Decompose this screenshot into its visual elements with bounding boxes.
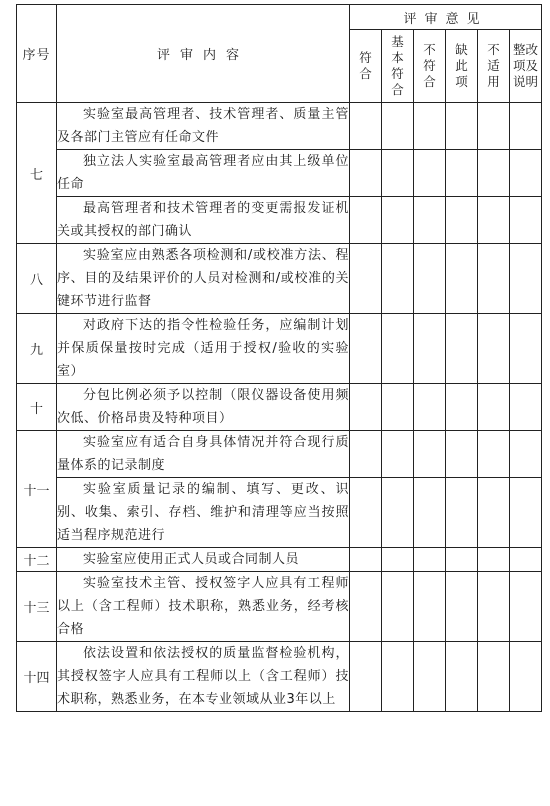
- table-row: [17, 548, 542, 572]
- table-row: [17, 103, 542, 150]
- opinion-cell[interactable]: [350, 548, 382, 572]
- opinion-cell[interactable]: [510, 548, 542, 572]
- header-option-basic-conform: 基本符合: [382, 30, 414, 103]
- opinion-cell[interactable]: [510, 642, 542, 712]
- opinion-cell[interactable]: [414, 548, 446, 572]
- opinion-cell[interactable]: [446, 572, 478, 642]
- opinion-cell[interactable]: [382, 478, 414, 548]
- opinion-cell[interactable]: [350, 642, 382, 712]
- opinion-cell[interactable]: [382, 431, 414, 478]
- opinion-cell[interactable]: [350, 572, 382, 642]
- table-row: [17, 478, 542, 548]
- row-seq-number: 九: [17, 314, 57, 384]
- row-seq-number: 十: [17, 384, 57, 431]
- review-item-content: 最高管理者和技术管理者的变更需报发证机关或其授权的部门确认: [57, 197, 350, 244]
- opinion-cell[interactable]: [478, 642, 510, 712]
- header-content: 评审内容: [57, 5, 350, 103]
- table-row: [17, 572, 542, 642]
- opinion-cell[interactable]: [350, 431, 382, 478]
- table-row: [17, 384, 542, 431]
- row-seq-number: 十二: [17, 548, 57, 572]
- opinion-cell[interactable]: [510, 478, 542, 548]
- opinion-cell[interactable]: [478, 103, 510, 150]
- row-seq-number: 十四: [17, 642, 57, 712]
- row-seq-number: 八: [17, 244, 57, 314]
- table-body: [17, 103, 542, 712]
- opinion-cell[interactable]: [478, 384, 510, 431]
- opinion-cell[interactable]: [350, 150, 382, 197]
- row-seq-number: 十三: [17, 572, 57, 642]
- review-item-content: 实验室质量记录的编制、填写、更改、识别、收集、索引、存档、维护和清理等应当按照适当程序规范进行: [57, 478, 350, 548]
- header-option-conform: 符合: [350, 30, 382, 103]
- table-header: [17, 5, 542, 103]
- opinion-cell[interactable]: [414, 384, 446, 431]
- review-table: [16, 4, 542, 712]
- opinion-cell[interactable]: [446, 314, 478, 384]
- header-option-missing: 缺此项: [446, 30, 478, 103]
- opinion-cell[interactable]: [446, 642, 478, 712]
- opinion-cell[interactable]: [478, 431, 510, 478]
- opinion-cell[interactable]: [382, 642, 414, 712]
- opinion-cell[interactable]: [414, 572, 446, 642]
- opinion-cell[interactable]: [446, 103, 478, 150]
- opinion-cell[interactable]: [510, 572, 542, 642]
- table-row: [17, 244, 542, 314]
- table-row: [17, 314, 542, 384]
- opinion-cell[interactable]: [414, 150, 446, 197]
- opinion-cell[interactable]: [382, 244, 414, 314]
- opinion-cell[interactable]: [510, 103, 542, 150]
- opinion-cell[interactable]: [414, 244, 446, 314]
- review-item-content: 实验室应有适合自身具体情况并符合现行质量体系的记录制度: [57, 431, 350, 478]
- opinion-cell[interactable]: [414, 314, 446, 384]
- opinion-cell[interactable]: [478, 572, 510, 642]
- opinion-cell[interactable]: [446, 478, 478, 548]
- row-seq-number: 七: [17, 103, 57, 244]
- table-row: [17, 642, 542, 712]
- opinion-cell[interactable]: [414, 197, 446, 244]
- opinion-cell[interactable]: [446, 244, 478, 314]
- review-item-content: 对政府下达的指令性检验任务，应编制计划并保质保量按时完成（适用于授权/验收的实验室）: [57, 314, 350, 384]
- opinion-cell[interactable]: [350, 384, 382, 431]
- opinion-cell[interactable]: [446, 197, 478, 244]
- header-opinion: 评审意见: [350, 5, 542, 30]
- opinion-cell[interactable]: [446, 431, 478, 478]
- opinion-cell[interactable]: [414, 431, 446, 478]
- opinion-cell[interactable]: [478, 150, 510, 197]
- opinion-cell[interactable]: [382, 548, 414, 572]
- row-seq-number: 十一: [17, 431, 57, 548]
- header-option-rectification: 整改项及说明: [510, 30, 542, 103]
- header-option-not-applicable: 不适用: [478, 30, 510, 103]
- opinion-cell[interactable]: [478, 548, 510, 572]
- opinion-cell[interactable]: [446, 548, 478, 572]
- opinion-cell[interactable]: [510, 150, 542, 197]
- review-item-content: 分包比例必须予以控制（限仪器设备使用频次低、价格昂贵及特种项目）: [57, 384, 350, 431]
- review-item-content: 独立法人实验室最高管理者应由其上级单位任命: [57, 150, 350, 197]
- opinion-cell[interactable]: [510, 244, 542, 314]
- opinion-cell[interactable]: [478, 314, 510, 384]
- opinion-cell[interactable]: [382, 572, 414, 642]
- opinion-cell[interactable]: [350, 197, 382, 244]
- opinion-cell[interactable]: [446, 384, 478, 431]
- opinion-cell[interactable]: [446, 150, 478, 197]
- review-item-content: 实验室技术主管、授权签字人应具有工程师以上（含工程师）技术职称，熟悉业务，经考核合格: [57, 572, 350, 642]
- opinion-cell[interactable]: [382, 314, 414, 384]
- table-row: [17, 197, 542, 244]
- header-seq: 序号: [17, 5, 57, 103]
- header-option-nonconform: 不符合: [414, 30, 446, 103]
- opinion-cell[interactable]: [350, 314, 382, 384]
- opinion-cell[interactable]: [414, 642, 446, 712]
- opinion-cell[interactable]: [414, 478, 446, 548]
- opinion-cell[interactable]: [414, 103, 446, 150]
- opinion-cell[interactable]: [478, 244, 510, 314]
- table-row: [17, 150, 542, 197]
- opinion-cell[interactable]: [510, 431, 542, 478]
- opinion-cell[interactable]: [510, 384, 542, 431]
- opinion-cell[interactable]: [478, 197, 510, 244]
- review-item-content: 实验室最高管理者、技术管理者、质量主管及各部门主管应有任命文件: [57, 103, 350, 150]
- review-item-content: 依法设置和依法授权的质量监督检验机构，其授权签字人应具有工程师以上（含工程师）技术职称，熟悉业务，在本专业领域从业3年以上: [57, 642, 350, 712]
- opinion-cell[interactable]: [350, 244, 382, 314]
- review-item-content: 实验室应由熟悉各项检测和/或校准方法、程序、目的及结果评价的人员对检测和/或校准的关键环节进行监督: [57, 244, 350, 314]
- opinion-cell[interactable]: [510, 197, 542, 244]
- opinion-cell[interactable]: [350, 103, 382, 150]
- opinion-cell[interactable]: [350, 478, 382, 548]
- opinion-cell[interactable]: [478, 478, 510, 548]
- table-row: [17, 431, 542, 478]
- opinion-cell[interactable]: [510, 314, 542, 384]
- opinion-cell[interactable]: [382, 197, 414, 244]
- opinion-cell[interactable]: [382, 384, 414, 431]
- review-item-content: 实验室应使用正式人员或合同制人员: [57, 548, 350, 572]
- opinion-cell[interactable]: [382, 150, 414, 197]
- opinion-cell[interactable]: [382, 103, 414, 150]
